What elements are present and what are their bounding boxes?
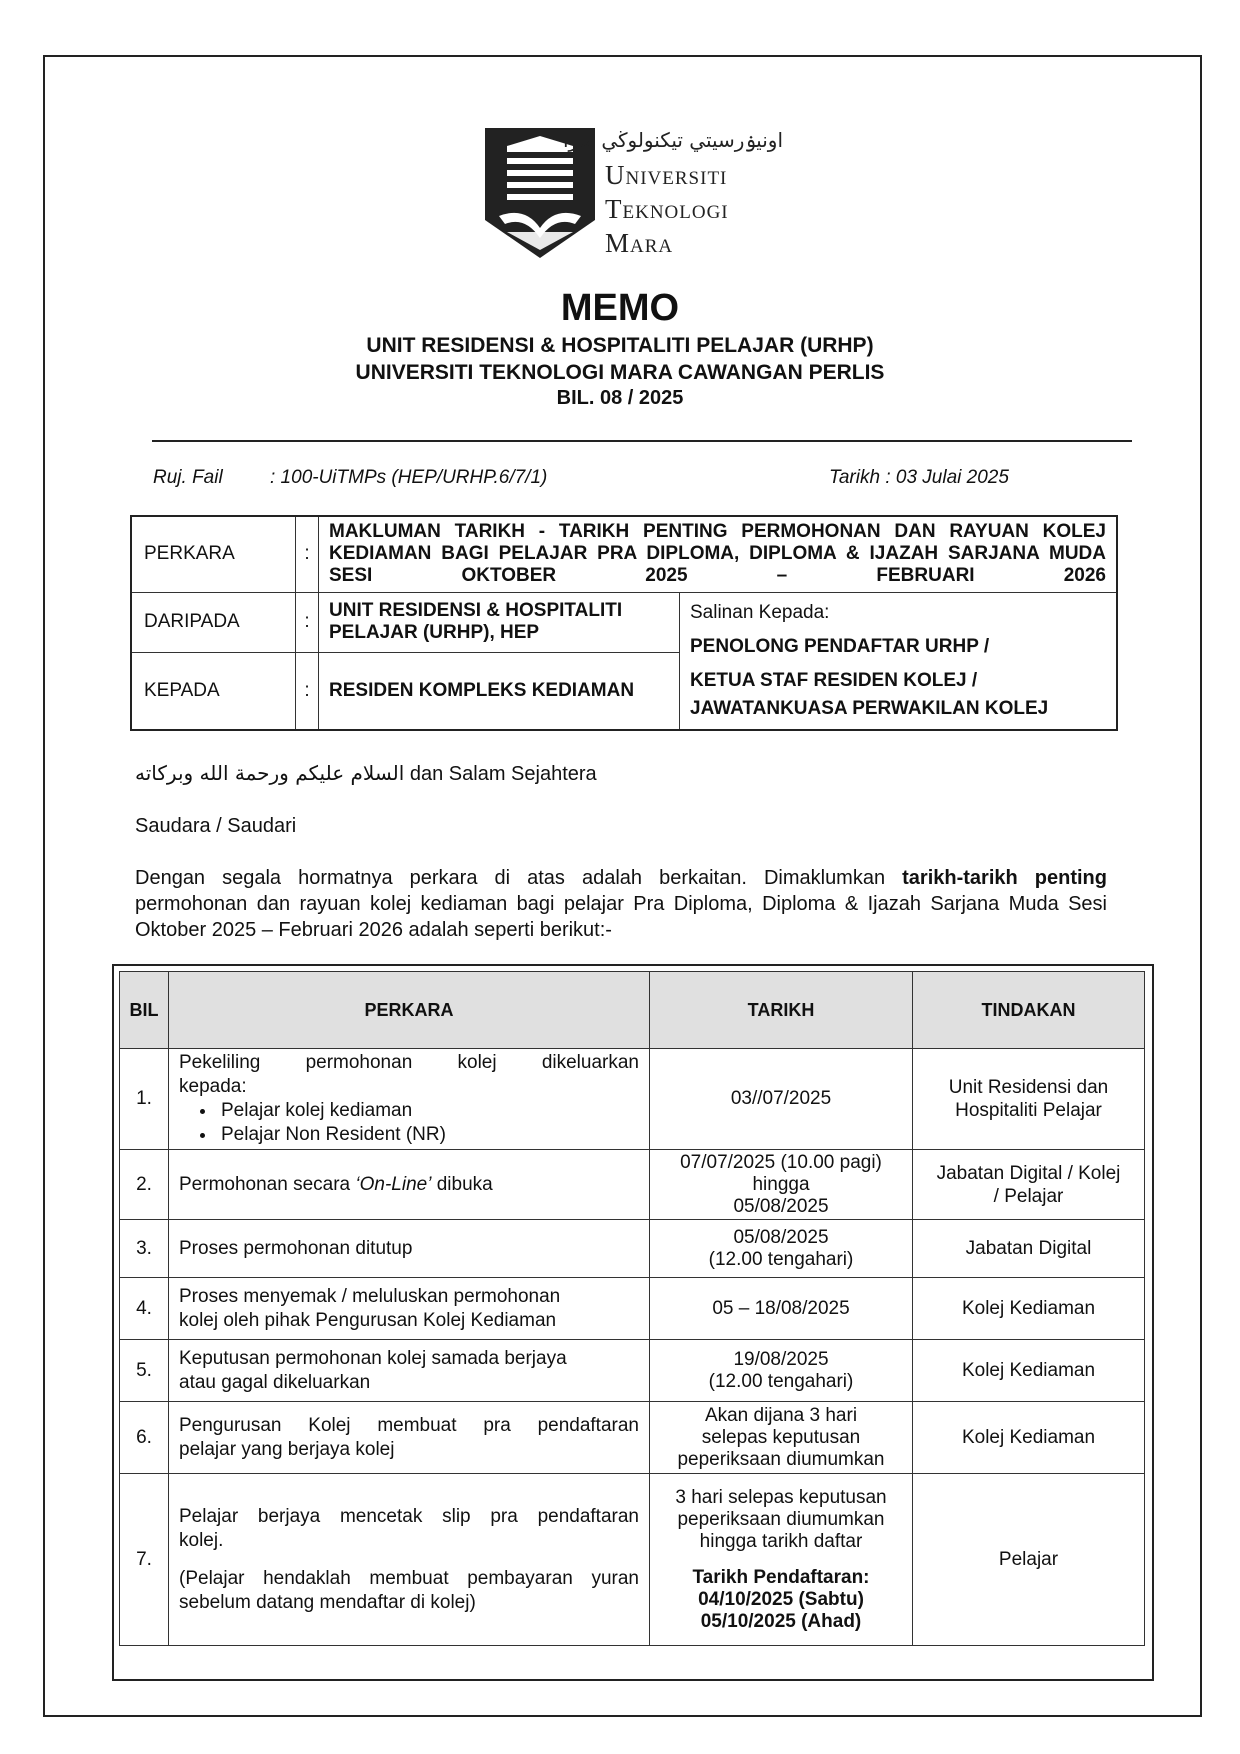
tarikh-line: peperiksaan diumumkan bbox=[677, 1508, 885, 1530]
registration-label: Tarikh Pendaftaran: bbox=[692, 1566, 870, 1588]
registration-date: 05/10/2025 (Ahad) bbox=[700, 1610, 862, 1632]
tarikh-line: selepas keputusan bbox=[701, 1426, 861, 1448]
row-tarikh: 03//07/2025 bbox=[650, 1049, 913, 1150]
perkara-line: kolej. bbox=[179, 1529, 224, 1551]
table-row bbox=[120, 1150, 1145, 1220]
schedule-table-frame bbox=[112, 964, 1154, 1681]
tindakan-line: Unit Residensi dan bbox=[948, 1077, 1109, 1098]
row-tarikh: 05 – 18/08/2025 bbox=[650, 1278, 913, 1340]
tindakan-line: / Pelajar bbox=[993, 1185, 1064, 1207]
intro-paragraph bbox=[135, 865, 1107, 943]
memo-date: Tarikh : 03 Julai 2025 bbox=[829, 467, 1009, 488]
tarikh-line: Akan dijana 3 hari bbox=[704, 1404, 858, 1426]
perkara-line: pelajar yang berjaya kolej bbox=[179, 1438, 395, 1460]
row-number: 6. bbox=[120, 1402, 169, 1474]
tarikh-line: peperiksaan diumumkan bbox=[677, 1448, 885, 1470]
logo-line-1: Universiti bbox=[605, 160, 728, 190]
daripada-value: UNIT RESIDENSI & HOSPITALITI PELAJAR (URHP), HEP bbox=[319, 592, 680, 652]
tindakan-line: Hospitaliti Pelajar bbox=[955, 1100, 1102, 1121]
row-number: 5. bbox=[120, 1340, 169, 1402]
perkara-line: kepada: bbox=[179, 1076, 247, 1097]
header-bil: BIL bbox=[120, 972, 169, 1049]
row-tarikh bbox=[650, 1340, 913, 1402]
tindakan-line: Jabatan Digital / Kolej bbox=[936, 1162, 1121, 1184]
table-row bbox=[120, 1402, 1145, 1474]
tarikh-line: 19/08/2025 bbox=[733, 1348, 829, 1370]
logo-wordmark bbox=[605, 158, 729, 260]
table-row bbox=[120, 1220, 1145, 1278]
row-number: 7. bbox=[120, 1474, 169, 1646]
salutation: Saudara / Saudari bbox=[135, 815, 297, 837]
greeting-rest: dan Salam Sejahtera bbox=[409, 763, 597, 785]
memo-number: BIL. 08 / 2025 bbox=[556, 387, 684, 409]
row-tindakan: Pelajar bbox=[913, 1474, 1145, 1646]
list-item: • Pelajar kolej kediaman bbox=[217, 1099, 639, 1123]
colon: : bbox=[296, 516, 319, 592]
logo-jawi-text: اونيۏرسيتي تيكنولوڬي مارا bbox=[562, 128, 783, 152]
row-tindakan: Jabatan Digital bbox=[913, 1220, 1145, 1278]
recipient-list bbox=[179, 1099, 639, 1147]
row-tarikh bbox=[650, 1474, 913, 1646]
tarikh-line: 05/08/2025 bbox=[733, 1195, 829, 1217]
file-ref-value: : 100-UiTMPs (HEP/URHP.6/7/1) bbox=[270, 467, 548, 488]
row-perkara bbox=[169, 1150, 650, 1220]
unit-name: UNIT RESIDENSI & HOSPITALITI PELAJAR (URHP) bbox=[366, 334, 874, 357]
row-perkara bbox=[169, 1049, 650, 1150]
para-bold: tarikh-tarikh penting bbox=[902, 867, 1107, 889]
schedule-table bbox=[119, 971, 1145, 1646]
memo-info-table bbox=[130, 515, 1118, 731]
para-part-2: permohonan dan rayuan kolej kediaman bagi pelajar Pra Diploma, Diploma & Ijazah Sarjana Muda Sesi Oktober 2025 – Februari 2026 adalah seperti berikut:- bbox=[135, 893, 1107, 941]
perkara-line: Pekeliling permohonan kolej dikeluarkan bbox=[179, 1052, 639, 1073]
row-perkara bbox=[169, 1278, 650, 1340]
greeting-arabic: السلام عليكم ورحمة الله وبركاته bbox=[135, 761, 405, 785]
row-tarikh bbox=[650, 1150, 913, 1220]
kepada-value: RESIDEN KOMPLEKS KEDIAMAN bbox=[319, 652, 680, 730]
logo-line-3: Mara bbox=[605, 228, 674, 258]
file-ref-label: Ruj. Fail bbox=[153, 467, 223, 488]
kepada-label: KEPADA bbox=[131, 652, 296, 730]
salinan-2: KETUA STAF RESIDEN KOLEJ / bbox=[690, 669, 978, 691]
perkara-italic: ‘On-Line’ bbox=[355, 1173, 432, 1195]
para-part-1: Dengan segala hormatnya perkara di atas adalah berkaitan. Dimaklumkan bbox=[135, 867, 903, 889]
header-tarikh: TARIKH bbox=[650, 972, 913, 1049]
header-perkara: PERKARA bbox=[169, 972, 650, 1049]
campus-name: UNIVERSITI TEKNOLOGI MARA CAWANGAN PERLIS bbox=[355, 361, 885, 384]
tarikh-line: 07/07/2025 (10.00 pagi) bbox=[680, 1151, 882, 1173]
row-perkara bbox=[169, 1474, 650, 1646]
perkara-line: kolej oleh pihak Pengurusan Kolej Kediaman bbox=[179, 1309, 557, 1331]
tarikh-line: 3 hari selepas keputusan bbox=[675, 1486, 887, 1508]
row-perkara bbox=[169, 1340, 650, 1402]
memo-title: MEMO bbox=[560, 287, 680, 329]
row-tindakan: Kolej Kediaman bbox=[913, 1340, 1145, 1402]
salinan-1: PENOLONG PENDAFTAR URHP / bbox=[690, 635, 990, 657]
row-number: 2. bbox=[120, 1150, 169, 1220]
row-tarikh bbox=[650, 1402, 913, 1474]
daripada-label: DARIPADA bbox=[131, 592, 296, 652]
uitm-logo bbox=[485, 128, 795, 258]
tarikh-line: (12.00 tengahari) bbox=[708, 1248, 854, 1270]
table-row bbox=[120, 1049, 1145, 1150]
row-tarikh bbox=[650, 1220, 913, 1278]
tarikh-line: (12.00 tengahari) bbox=[708, 1370, 854, 1392]
row-tindakan bbox=[913, 1150, 1145, 1220]
tarikh-line: hingga tarikh daftar bbox=[699, 1530, 863, 1552]
perkara-text: Permohonan secara bbox=[179, 1173, 356, 1195]
perkara-line: atau gagal dikeluarkan bbox=[179, 1371, 371, 1393]
perkara-line: Pengurusan Kolej membuat pra pendaftaran bbox=[179, 1414, 639, 1436]
row-number: 4. bbox=[120, 1278, 169, 1340]
row-perkara bbox=[169, 1402, 650, 1474]
perkara-line: Keputusan permohonan kolej samada berjaya bbox=[179, 1347, 567, 1369]
header-tindakan: TINDAKAN bbox=[913, 972, 1145, 1049]
perkara-line: sebelum datang mendaftar di kolej) bbox=[179, 1591, 476, 1613]
registration-date: 04/10/2025 (Sabtu) bbox=[698, 1588, 864, 1610]
tarikh-line: 05/08/2025 bbox=[733, 1226, 829, 1248]
row-perkara: Proses permohonan ditutup bbox=[169, 1220, 650, 1278]
row-tindakan: Kolej Kediaman bbox=[913, 1402, 1145, 1474]
row-number: 1. bbox=[120, 1049, 169, 1150]
logo-line-2: Teknologi bbox=[605, 194, 729, 224]
salinan-kepada bbox=[680, 592, 1118, 730]
perkara-line: (Pelajar hendaklah membuat pembayaran yuran bbox=[179, 1567, 639, 1589]
salinan-label: Salinan Kepada: bbox=[690, 601, 830, 623]
row-number: 3. bbox=[120, 1220, 169, 1278]
perkara-value: MAKLUMAN TARIKH - TARIKH PENTING PERMOHONAN DAN RAYUAN KOLEJ KEDIAMAN BAGI PELAJAR PRA DIPLOMA, DIPLOMA & IJAZAH SARJANA MUDA SESI OKTOBER 2025 – FEBRUARI 2026 bbox=[319, 516, 1118, 592]
tarikh-line: hingga bbox=[752, 1173, 810, 1195]
table-row bbox=[120, 1474, 1145, 1646]
perkara-text: dibuka bbox=[431, 1173, 493, 1195]
table-row bbox=[120, 1340, 1145, 1402]
salinan-3: JAWATANKUASA PERWAKILAN KOLEJ bbox=[690, 697, 1049, 719]
perkara-line: Pelajar berjaya mencetak slip pra pendaftaran bbox=[179, 1505, 639, 1527]
row-tindakan: Kolej Kediaman bbox=[913, 1278, 1145, 1340]
header-divider bbox=[152, 440, 1132, 442]
colon: : bbox=[296, 652, 319, 730]
row-tindakan bbox=[913, 1049, 1145, 1150]
colon: : bbox=[296, 592, 319, 652]
perkara-line: Proses menyemak / meluluskan permohonan bbox=[179, 1285, 561, 1307]
perkara-label: PERKARA bbox=[131, 516, 296, 592]
greeting bbox=[135, 760, 597, 787]
table-row bbox=[120, 1278, 1145, 1340]
list-item: • Pelajar Non Resident (NR) bbox=[217, 1123, 639, 1147]
